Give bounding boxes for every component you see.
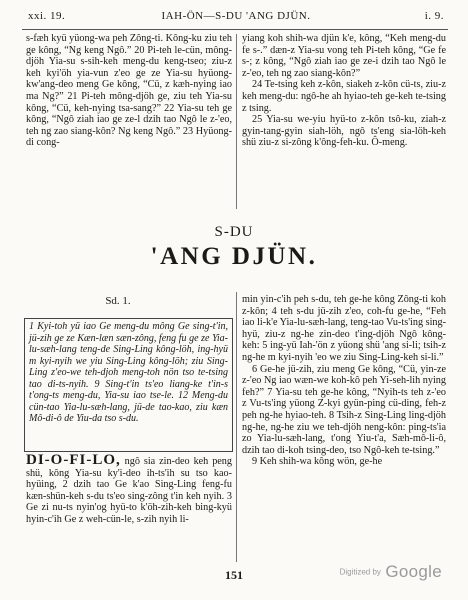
header-rule [22,29,448,30]
chapter-opening-text: ngô sia zin-deo keh peng shü, kông Yia-su ky'i-deo ih-ts'ih su tso kao-hyüing, 2 dzih tao Ge k'ao Sing-Ling feng-fu kæn-shün-keh s-du ts'eo sing-zông t'in keh nyih. 3 Ge zi nu-ts nyin'og hyü-to k'öh-zih-keh bing-kyü hyin-c'ih Ge z weh-cün-le, s-zih nyih li- [26,456,232,525]
running-head-center: IAH-ÖN—S-DU 'ANG DJÜN. [161,10,311,22]
chapter-summary-box [24,318,233,452]
book-title-large: 'ANG DJÜN. [150,243,318,270]
chapter-summary: 1 Kyi-toh yü iao Ge meng-du mông Ge sing-t'in, jü-zih ge ze Kæn-læn sæn-zông, feng fu ge ze Yia-lu-sæh-lang teng-de Sing-Ling kông-löh, ing-hyü m kyi-nyih we yiu Sing-Ling kông-löh; ziu Sing-Ling z'eo-we teh-djoh meng-toh nön tso te-tsing tao di-ts-nyih. 9 Sing-t'in ts'eo liang-ke t'in-s t'ong-ts meng-du, Yia-su iao tse-le. 12 Meng-du cün-tao Yia-lu-sæh-lang, jü-de tao-kao, ziu kæn Mô-di-ô de Yiu-da tso s-du. [29,321,228,424]
verse-6: 6 Ge-he jü-zih, ziu meng Ge kông, “Cü, yin-ze z-'eo Ng iao wæn-we koh-kô peh Yi-seh-lih nying feh?” 7 Yia-su teh ge-he kông, “Nyih-ts teh z-'eo z Vu-ts'ing yüong Z-kyi gyün-ping cü-ding, feh-z peh ng-he hyiao-teh. 8 Tsih-z Sing-Ling ling-djöh ng-he, ng-he ziu we teh-djöh neng-kôn: ping-ts'ia zo Yia-lu-sæh-lang, t'ong Yiu-t'a, Sæh-mô-li-ô, dzih tao di-koh tsing-deo, tso Ngô-keh te-tsing.” [242,363,446,456]
bottom-right-paragraph: min yin-c'ih peh s-du, teh ge-he kông Zông-ti koh z-kôn; 4 teh s-du jü-zih z'eo, coh-fu ge-he, “Feh iao li-k'e Yia-lu-sæh-lang, teng-tao Vu-ts'ing sing-hyü, ziu-z ng-he zin-deo t'ing-djöh Ngô kông-keh: 5 ing-yü Iah-'ön z yüong shü 'ang si-li; tsih-z ng-he m kyi-nyih 'eo we ziu Sing-Ling-keh si-li.” [242,294,446,363]
running-head-right: i. 9. [424,10,444,22]
running-head [24,6,448,26]
chapter-label: Sd. 1. [105,295,131,307]
top-left-column [26,33,232,149]
chapter-opening [26,452,232,526]
dropcap-name: DI-O-FI-LO, [26,452,121,468]
page-number: 151 [225,568,243,582]
top-left-paragraph: s-fæh kyü yüong-wa peh Zông-ti. Kông-ku ziu teh ge kông, “Ng keng Ngô.” 20 Pi-teh le-cün, mông-djöh Yia-su s-sih-keh meng-du keng-tseo; ziu-z keh kyi'öh yia-vun z'eo ge ze Yia-su hyüong-kw'ang-deo meng Ge kông, “Cü, z kæh-nying iao ma Ng?” 21 Pi-teh mông-djöh ge, ziu teh Yia-su kông, “Cü, keh-nying tsa-sang?” 22 Yia-su teh ge kông, “Ngô ziah iao ge ze-l dzih tao Ngô le z-'eo, teh ng zao siang-kôn? Ng keng Ngô.” 23 Hyüong-di cong- [26,33,232,149]
google-logo: Google [385,562,442,581]
column-divider-top [236,34,237,209]
top-right-paragraph: yiang koh shih-wa djün k'e, kông, “Keh meng-du fe s-.” dæn-z Yia-su vong teh Pi-teh kông, “Ge fe s-; z kông, “Ngô ziah iao ge ze-i dzih tao Ngô le z-'eo, teh ng zao siang-kôn?” [242,33,446,79]
digitized-watermark [340,562,442,582]
column-divider-bottom [236,292,237,562]
top-right-column [242,33,446,149]
verse-25: 25 Yia-su we-yiu hyü-to z-kôn tsô-ku, ziah-z gyin-tang-gyin siah-löh, ngô ts'eng sia-löh-keh shü ziu-z si-zông k'ông-feh-ku. Ô-meng. [242,114,446,149]
watermark-prefix: Digitized by [339,567,381,577]
verse-24: 24 Te-tsing keh z-kôn, siakeh z-kôn cü-ts, ziu-z keh meng-du: ngô-he ah hyiao-teh ge-keh te-tsing z tsing. [242,79,446,114]
bottom-left-column [26,452,232,526]
bottom-right-column [242,294,446,468]
book-title-small: S-DU [214,224,254,240]
verse-9: 9 Keh shih-wa kông wön, ge-he [252,456,383,468]
running-head-left: xxi. 19. [28,10,66,22]
